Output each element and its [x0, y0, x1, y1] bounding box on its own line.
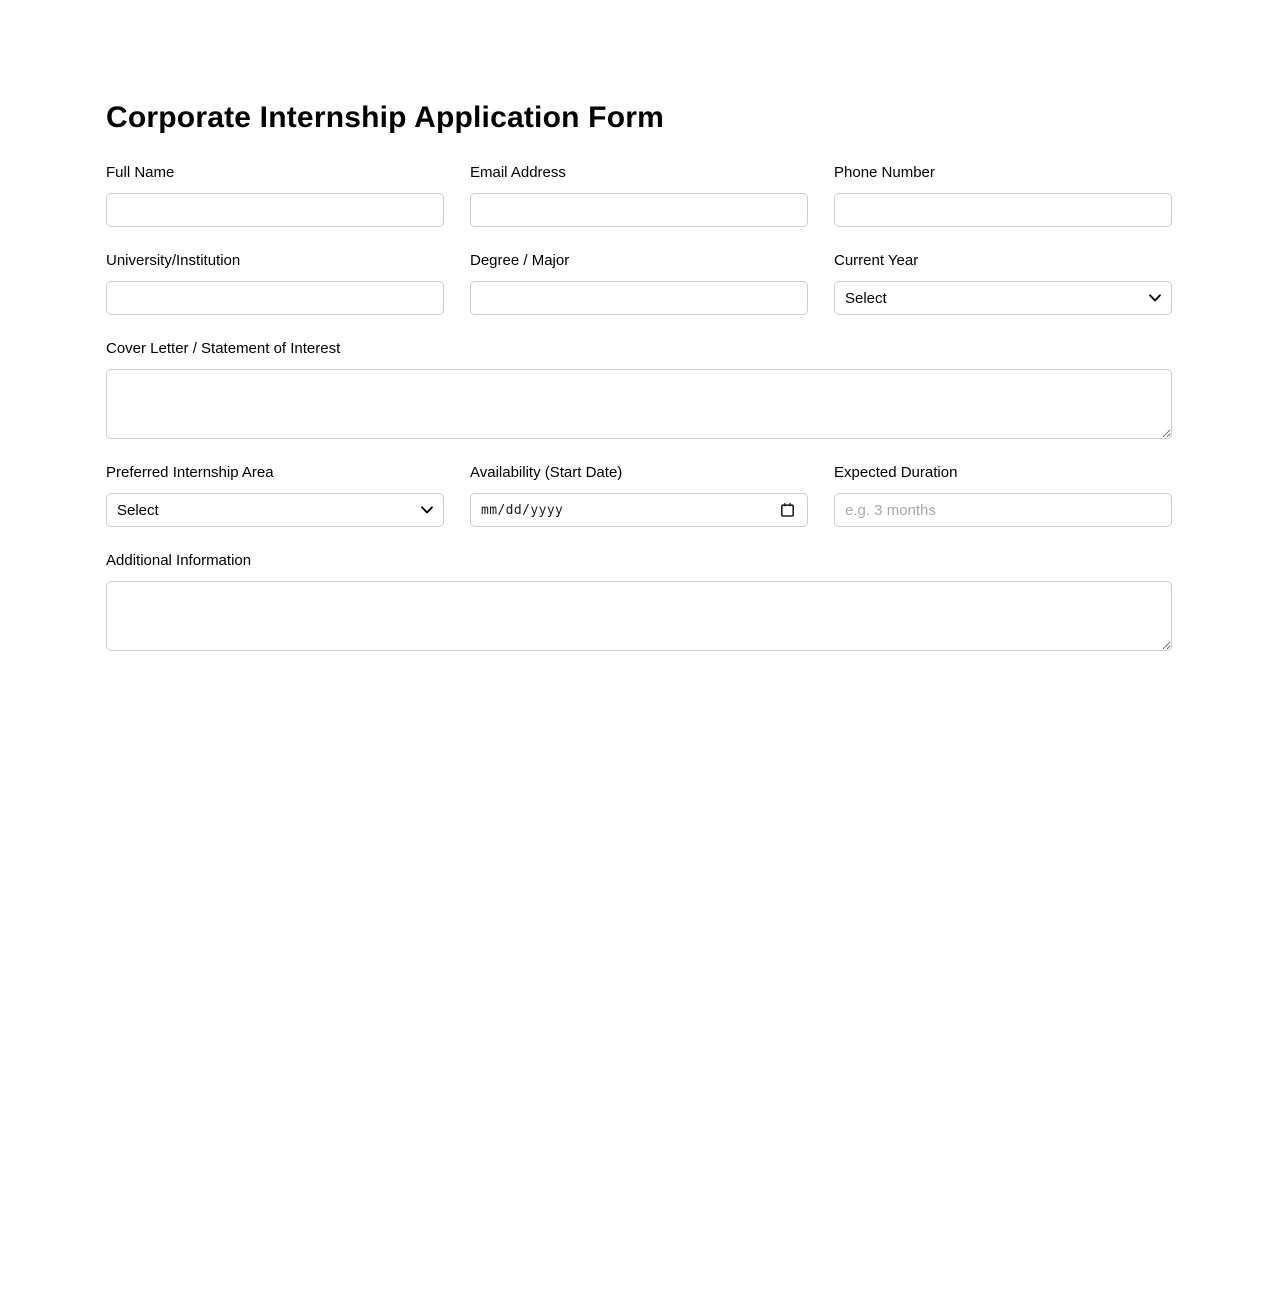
page-title: Corporate Internship Application Form [106, 101, 664, 134]
form-row-3 [106, 464, 1172, 527]
field-availability [470, 464, 808, 527]
field-internship-area [106, 464, 444, 527]
additional-info-label: Additional Information [106, 552, 252, 569]
field-cover-letter [106, 340, 1172, 439]
field-current-year [834, 252, 1172, 315]
degree-label: Degree / Major [470, 252, 570, 269]
availability-date-input[interactable] [470, 493, 808, 527]
field-duration [834, 464, 1172, 527]
phone-input[interactable] [834, 193, 1172, 227]
field-phone [834, 164, 1172, 227]
email-input[interactable] [470, 193, 808, 227]
field-additional-info [106, 552, 1172, 651]
duration-label: Expected Duration [834, 464, 958, 481]
current-year-select-wrap [834, 281, 1172, 315]
full-name-input[interactable] [106, 193, 444, 227]
internship-area-select-wrap [106, 493, 444, 527]
field-university [106, 252, 444, 315]
email-label: Email Address [470, 164, 566, 181]
current-year-select[interactable] [834, 281, 1172, 315]
duration-input[interactable] [834, 493, 1172, 527]
availability-label: Availability (Start Date) [470, 464, 623, 481]
current-year-label: Current Year [834, 252, 919, 269]
date-format-placeholder: mm/dd/yyyy [481, 502, 564, 518]
calendar-icon[interactable] [780, 502, 795, 518]
university-label: University/Institution [106, 252, 241, 269]
field-full-name [106, 164, 444, 227]
degree-input[interactable] [470, 281, 808, 315]
field-degree [470, 252, 808, 315]
internship-area-select[interactable] [106, 493, 444, 527]
cover-letter-label: Cover Letter / Statement of Interest [106, 340, 341, 357]
university-input[interactable] [106, 281, 444, 315]
field-email [470, 164, 808, 227]
cover-letter-textarea[interactable] [106, 369, 1172, 439]
form-row-2 [106, 252, 1172, 315]
internship-area-label: Preferred Internship Area [106, 464, 274, 481]
phone-label: Phone Number [834, 164, 935, 181]
additional-info-textarea[interactable] [106, 581, 1172, 651]
form-row-1 [106, 164, 1172, 227]
internship-application-form [106, 0, 1172, 651]
full-name-label: Full Name [106, 164, 175, 181]
